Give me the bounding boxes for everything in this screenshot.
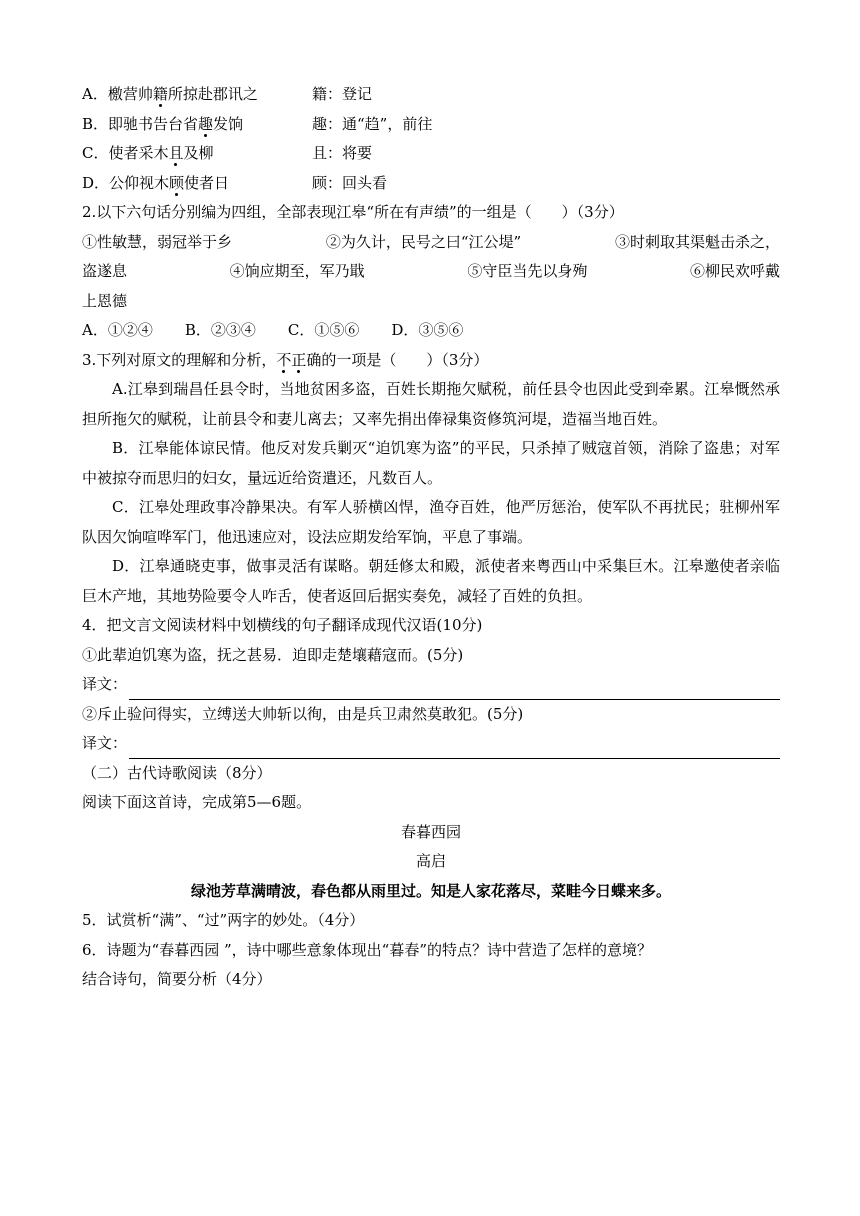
- choice-a: A．①②④: [82, 321, 153, 339]
- q3-option-a: A.江皋到瑞昌任县令时，当地贫困多盗，百姓长期拖欠赋税，前任县令也因此受到牵累。江皋慨然承担所拖欠的赋税，让前县令和妻儿离去；又率先捐出俸禄集资修筑河堤，造福当地百姓。: [82, 380, 780, 428]
- poem-title: 春暮西园: [400, 822, 461, 841]
- poem-author: 高启: [415, 852, 446, 870]
- dotted-char: 顾: [169, 173, 185, 192]
- q4-sentence-1: ①此辈迫饥寒为盗，抚之甚易．迫即走楚壤藉寇而。(5分): [82, 645, 464, 664]
- option-gloss: 籍：登记: [312, 85, 373, 103]
- q2-item: ②为久计，民号之曰“江公堤”: [325, 232, 522, 251]
- dotted-char: 不: [276, 350, 292, 369]
- q6-stem-line1: 6．诗题为“春暮西园 ”，诗中哪些意象体现出“暮春”的特点？诗中营造了怎样的意境？: [82, 940, 652, 959]
- q2-items-row3: 上恩德: [82, 291, 128, 310]
- option-text: C．使者采木: [82, 144, 169, 162]
- option-text: 发饷: [213, 114, 244, 133]
- q2-item: ⑥柳民欢呼戴: [689, 262, 780, 280]
- q2-item: 盗遂息: [82, 262, 128, 280]
- choice-d: D．③⑤⑥: [391, 321, 464, 339]
- q3-stem: [82, 346, 780, 376]
- poem-text: 绿池芳草满晴波，春色都从雨里过。知是人家花落尽，菜畦今日蝶来多。: [190, 881, 671, 900]
- q6-stem-line2: 结合诗句，简要分析（4分）: [82, 970, 272, 988]
- q3-option-b: B．江皋能体谅民情。他反对发兵剿灭“迫饥寒为盗”的平民，只杀掉了贼寇首领，消除了盗患；对军中被掠夺而思归的妇女，量远近给资遣还，凡数百人。: [82, 439, 780, 487]
- stem-text: 确: [306, 350, 322, 369]
- option-gloss: 顾：回头看: [312, 173, 388, 192]
- option-text: D．公仰视木: [82, 173, 170, 192]
- exam-page: [82, 80, 780, 995]
- q2-item: ①性敏慧，弱冠举于乡: [82, 232, 233, 251]
- q1-option-d: [82, 169, 780, 199]
- q4-sentence-2: ②斥止验问得实，立缚送大帅斩以徇，由是兵卫肃然莫敢犯。(5分): [82, 704, 524, 723]
- option-text: 及柳: [183, 144, 214, 162]
- answer-blank-2[interactable]: [129, 738, 780, 759]
- option-text: B．即驰书告台省: [82, 114, 199, 133]
- option-gloss: 且：将要: [312, 144, 373, 162]
- option-gloss: 趣：通“趋”，前往: [312, 114, 433, 133]
- answer-row-2: [82, 729, 780, 759]
- q2-item: ④饷应期至，军乃戢: [229, 262, 365, 280]
- q1-option-a: [82, 80, 780, 110]
- stem-text: 的一项是（ ）（3分）: [321, 350, 489, 369]
- q2-item: ③时刺取其渠魁击杀之，: [614, 232, 780, 251]
- dotted-char: 正: [291, 350, 307, 369]
- section-intro: 阅读下面这首诗，完成第5—6题。: [82, 793, 312, 811]
- q3-option-d: D．江皋通晓吏事，做事灵活有谋略。朝廷修太和殿，派使者来粤西山中采集巨木。江皋邀使者亲临巨木产地，其地势险要令人咋舌，使者返回后据实奏免，减轻了百姓的负担。: [82, 557, 780, 605]
- choice-b: B．②③④: [184, 321, 256, 339]
- choice-c: C．①⑤⑥: [287, 321, 360, 339]
- q2-stem: 2.以下六句话分别编为四组，全部表现江皋“所在有声绩”的一组是（ ）（3分）: [82, 203, 624, 221]
- stem-text: 3.下列对原文的理解和分析，: [82, 350, 277, 369]
- q5-stem: 5．试赏析“满”、“过”两字的妙处。（4分）: [82, 911, 365, 929]
- answer-row-1: [82, 670, 780, 700]
- answer-label: 译文：: [82, 675, 128, 693]
- dotted-char: 籍: [152, 85, 168, 103]
- option-text: 所掠赴郡讯之: [167, 85, 258, 103]
- q1-option-c: [82, 139, 780, 169]
- q3-option-c: C．江皋处理政事冷静果决。有军人骄横凶悍，渔夺百姓，他严厉惩治，使军队不再扰民；驻柳州军队因欠饷喧哗军门，他迅速应对，设法应期发给军饷，平息了事端。: [82, 498, 780, 546]
- dotted-char: 且: [168, 144, 184, 162]
- option-text: A．檄营帅: [82, 85, 153, 103]
- q4-stem: 4．把文言文阅读材料中划横线的句子翻译成现代汉语(10分): [82, 616, 483, 634]
- q2-items-row2: [82, 257, 780, 287]
- q2-items-row1: [82, 228, 780, 258]
- option-text: 使者日: [184, 173, 230, 192]
- answer-blank-1[interactable]: [129, 679, 780, 700]
- dotted-char: 趣: [198, 114, 214, 133]
- answer-label: 译文：: [82, 734, 128, 752]
- q1-option-b: [82, 110, 780, 140]
- section-heading: （二）古代诗歌阅读（8分）: [82, 763, 272, 782]
- q2-choices: [82, 316, 780, 346]
- q2-item: ⑤守臣当先以身殉: [467, 262, 588, 280]
